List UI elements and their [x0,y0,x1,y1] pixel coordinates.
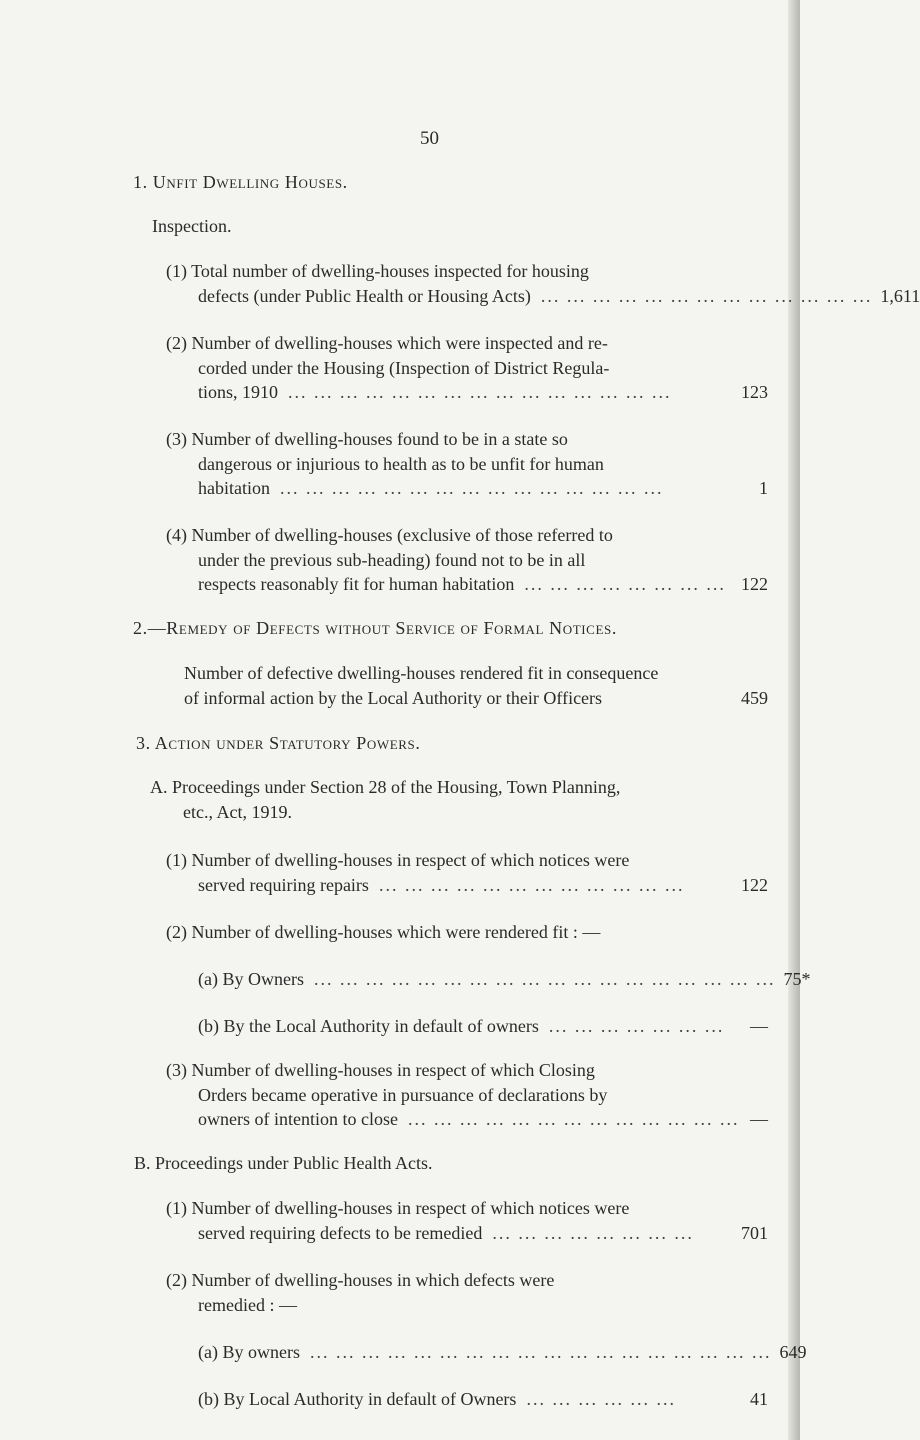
section-3-heading: 3. Action under Statutory Powers. [136,733,421,753]
item-1-3: (3) Number of dwelling-houses found to be in a state so dangerous or injurious to health as to be unfit for human habitation ... ... ... ... ... ... ... ... ... ... ... ... ... ... ... 1 [166,427,768,501]
item-1-4-value: 122 [741,574,768,594]
item-3b-2b: (b) By Local Authority in default of Owners ... ... ... ... ... ... 41 [198,1387,768,1412]
item-3a-1-value: 122 [741,874,768,895]
item-1-1-value: 1,611 [880,285,920,306]
section-1-heading: 1. Unfit Dwelling Houses. [133,172,348,192]
item-3a-3-value: — [750,1109,768,1129]
inspection-subheading: Inspection. [152,216,232,236]
item-3b-2a-value: 649 [779,1342,807,1362]
section-3a-heading: A. Proceedings under Section 28 of the Housing, Town Planning, etc., Act, 1919. [150,777,621,822]
item-1-2-value: 123 [741,382,768,402]
page-number: 50 [420,128,439,149]
item-3b-2: (2) Number of dwelling-houses in which defects were remedied : — [166,1270,555,1315]
item-3b-2a: (a) By owners ... ... ... ... ... ... ... ... ... ... ... ... ... ... ... ... ... ... 649 [198,1340,768,1365]
item-3a-1: (1) Number of dwelling-houses in respect of which notices were served requiring repairs ... ... ... ... ... ... ... ... ... ... ... ... 122 [166,848,768,897]
item-3a-2: (2) Number of dwelling-houses which were rendered fit : — [166,922,601,942]
item-3a-2a: (a) By Owners ... ... ... ... ... ... ... ... ... ... ... ... ... ... ... ... ... ... 75* [198,967,768,992]
section-2-item: Number of defective dwelling-houses rendered fit in consequence of informal action by the Local Authority or their Officers 459 [184,661,768,710]
section-2-value: 459 [741,687,768,708]
item-3a-2a-value: 75* [783,969,811,989]
item-3a-2b-value: — [750,1016,768,1036]
section-2-heading: 2.—Remedy of Defects without Service of Formal Notices. [133,618,617,638]
item-1-3-value: 1 [759,478,768,498]
item-1-4: (4) Number of dwelling-houses (exclusive of those referred to under the previous sub-heading) found not to be in all respects reasonably fit for human habitation ... ... ... ... ... ... ... ... 122 [166,523,768,597]
section-3b-heading: B. Proceedings under Public Health Acts. [134,1153,433,1173]
item-3a-3: (3) Number of dwelling-houses in respect of which Closing Orders became operative in pursuance of declarations by owners of intention to close ... ... ... ... ... ... ... ... ... ... ... ... ... — [166,1058,768,1132]
item-1-1: (1) Total number of dwelling-houses inspected for housing defects (under Public Health or Housing Acts) ... ... ... ... ... ... ... ... ... ... ... ... ... 1,611 [166,259,768,308]
item-3b-2b-value: 41 [750,1389,768,1409]
item-3b-1-value: 701 [741,1222,768,1243]
item-3a-2b: (b) By the Local Authority in default of owners ... ... ... ... ... ... ... — [198,1014,768,1039]
item-3b-1: (1) Number of dwelling-houses in respect of which notices were served requiring defects to be remedied ... ... ... ... ... ... ... ... 701 [166,1196,768,1245]
item-1-2: (2) Number of dwelling-houses which were inspected and re- corded under the Housing (Inspection of District Regula- tions, 1910 ... ... ... ... ... ... ... ... ... ... ... ... ... ... ... 123 [166,331,768,405]
